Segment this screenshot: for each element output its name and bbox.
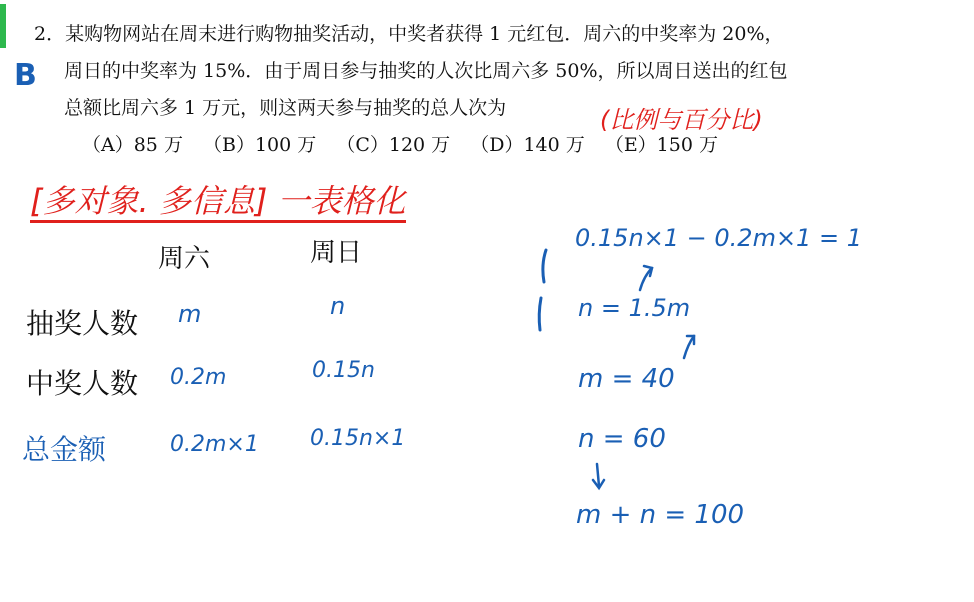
cell-draw-sat: m <box>178 300 202 328</box>
question-line-2: 周日的中奖率为 15%．由于周日参与抽奖的人次比周六多 50%，所以周日送出的红包 <box>64 60 788 82</box>
brace-stroke-top <box>543 250 546 282</box>
cell-amount-sat: 0.2m×1 <box>170 432 259 457</box>
arrow-down <box>597 464 599 486</box>
equation-5: m + n = 100 <box>576 500 745 530</box>
choice-c: （C）120 万 <box>336 134 451 156</box>
cell-draw-sun: n <box>330 292 346 320</box>
question-text-1: 某购物网站在周末进行购物抽奖活动，中奖者获得 1 元红包．周六的中奖率为 20%， <box>65 23 784 45</box>
row-label-winners: 中奖人数 <box>26 367 139 400</box>
choice-a: （A）85 万 <box>82 134 183 156</box>
cell-winners-sat: 0.2m <box>170 365 227 390</box>
topic-note: (比例与百分比) <box>600 106 763 134</box>
choice-b: （B）100 万 <box>203 134 317 156</box>
equation-3: m = 40 <box>578 364 675 394</box>
answer-mark: B <box>14 58 37 93</box>
method-note: [多对象. 多信息] 一表格化 <box>30 176 406 222</box>
equation-1: 0.15n×1 − 0.2m×1 = 1 <box>575 224 862 252</box>
arrow-curve-2 <box>684 336 694 358</box>
brace-stroke-bottom <box>539 298 541 330</box>
choice-e: （E）150 万 <box>604 134 718 156</box>
row-label-total-amount: 总金额 <box>22 433 107 466</box>
row-label-draw-count: 抽奖人数 <box>26 307 139 340</box>
choice-d: （D）140 万 <box>470 134 585 156</box>
cell-winners-sun: 0.15n <box>312 358 375 383</box>
col-header-saturday: 周六 <box>158 244 211 274</box>
equation-2: n = 1.5m <box>578 294 691 322</box>
question-line-3: 总额比周六多 1 万元，则这两天参与抽奖的总人次为 <box>64 97 507 119</box>
col-header-sunday: 周日 <box>310 238 363 268</box>
question-number: 2． <box>34 23 66 45</box>
equation-4: n = 60 <box>578 424 666 454</box>
cell-amount-sun: 0.15n×1 <box>310 426 406 451</box>
